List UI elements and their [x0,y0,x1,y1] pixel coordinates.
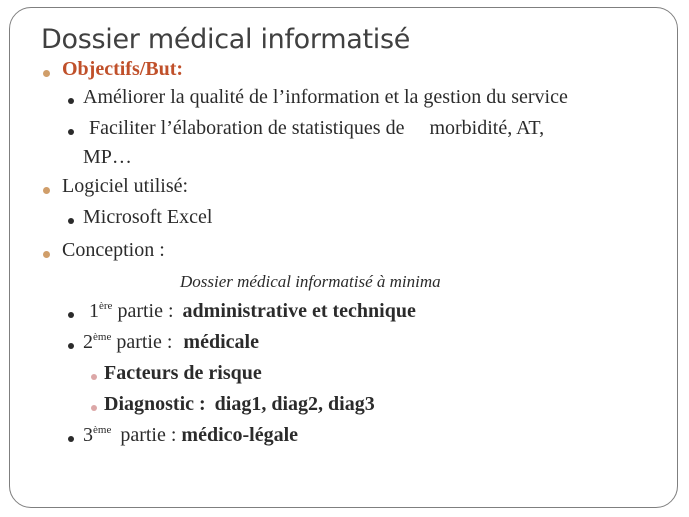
objectif-2-line2: MP… [83,146,132,168]
objectifs-heading [62,58,183,81]
bullet-dot-icon [68,218,74,224]
partie-3-num: 3 [83,424,93,446]
bullet-dot-icon [68,436,74,442]
bullet-dot-icon [68,98,74,104]
bullet-dot-icon [68,129,74,135]
facteurs-de-risque: Facteurs de risque [104,362,262,384]
partie-1-desc: administrative et technique [182,300,416,322]
bullet-dot-icon [68,343,74,349]
bullet-dot-icon [91,405,97,411]
partie-2 [83,331,259,354]
bullet-dot-icon [43,251,50,258]
partie-1-sup: ère [99,300,113,312]
partie-2-num: 2 [83,331,93,353]
bullet-dot-icon [91,374,97,380]
objectifs-label: Objectifs/But: [62,58,184,80]
logiciel-label: Logiciel utilisé: [62,175,189,197]
conception-label: Conception : [62,239,165,261]
partie-2-sup: ème [93,331,112,343]
partie-3-sup: ème [93,424,112,436]
diagnostic-label: Diagnostic : [104,393,206,415]
partie-1-word: partie : [117,300,174,322]
partie-3 [83,424,298,447]
objectif-1: Améliorer la qualité de l’information et la gestion du service [83,86,568,108]
conception-subtitle: Dossier médical informatisé à minima [180,272,441,291]
objectif-2-line1: Faciliter l’élaboration de statistiques de morbidité, AT, [89,117,545,139]
partie-2-word: partie : [116,331,173,353]
diagnostic-values: diag1, diag2, diag3 [214,393,375,415]
partie-3-word: partie : [120,424,177,446]
slide-title: Dossier médical informatisé [41,24,411,55]
partie-1-num: 1 [89,300,99,322]
partie-2-desc: médicale [183,331,259,353]
bullet-dot-icon [43,70,50,77]
bullet-dot-icon [43,187,50,194]
partie-1 [89,300,416,323]
diagnostic [104,393,375,416]
logiciel-value: Microsoft Excel [83,206,213,228]
bullet-dot-icon [68,312,74,318]
partie-3-desc: médico-légale [181,424,299,446]
